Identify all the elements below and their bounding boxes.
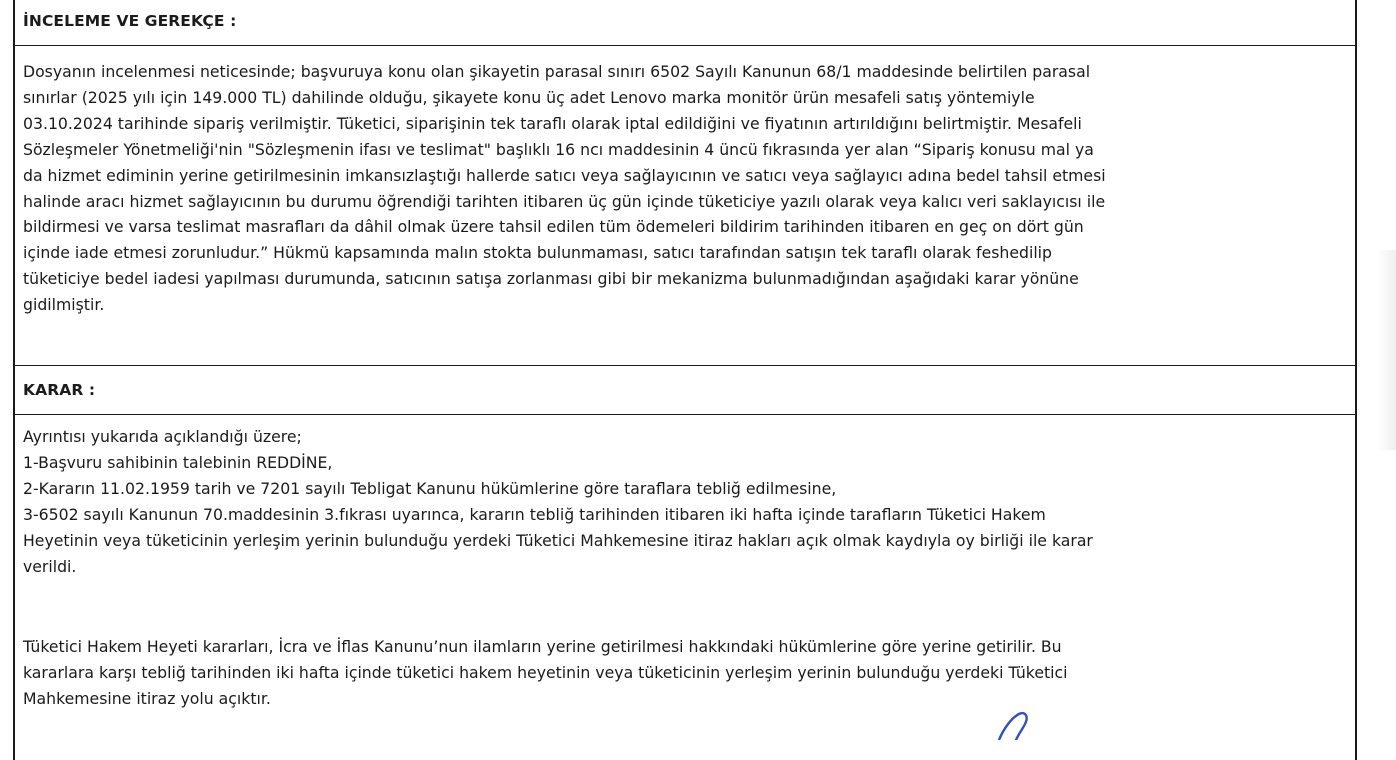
paragraph-line: içinde iade etmesi zorunludur.” Hükmü kapsamında malın stokta bulunmaması, satıcı tarafından satışın tek taraflı olarak feshedilip <box>23 243 1052 263</box>
paragraph-line: Mahkemesine itiraz yolu açıktır. <box>23 688 271 708</box>
paragraph-line: Tüketici Hakem Heyeti kararları, İcra ve İflas Kanunu’nun ilamların yerine getirilmesi hakkındaki hükümlerine göre yerine getirilir. Bu <box>23 637 1062 656</box>
paragraph-line: Dosyanın incelenmesi neticesinde; başvuruya konu olan şikayetin parasal sınırı 6502 Sayılı Kanunun 68/1 maddesinde belirtilen parasal <box>23 62 1091 81</box>
paragraph-line: Ayrıntısı yukarıda açıklandığı üzere; <box>23 427 302 446</box>
inceleme-heading: İNCELEME VE GEREKÇE : <box>23 12 237 30</box>
paragraph-line: gidilmiştir. <box>23 295 105 315</box>
paragraph-line: verildi. <box>23 556 77 576</box>
karar-heading: KARAR : <box>23 381 96 399</box>
inceleme-paragraph <box>23 59 1348 318</box>
signature-mark <box>985 708 1045 740</box>
divider <box>13 45 1357 46</box>
paragraph-line: bildirmesi ve varsa teslimat masrafları da dâhil olmak üzere tahsil edilen tüm ödemeleri bildirim tarihinden itibaren en geç on dört gün <box>23 217 1084 237</box>
scan-edge-shadow <box>1378 250 1396 450</box>
divider <box>13 414 1357 415</box>
paragraph-line: 1-Başvuru sahibinin talebinin REDDİNE, <box>23 452 333 472</box>
divider <box>13 365 1357 366</box>
paragraph-line: kararlara karşı tebliğ tarihinden iki hafta içinde tüketici hakem heyetinin veya tüketicinin yerleşim yerinin bulunduğu yerdeki Tüketici <box>23 662 1068 682</box>
paragraph-line: da hizmet ediminin yerine getirilmesinin imkansızlaştığı hallerde satıcı veya sağlayıcının ve satıcı veya sağlayıcı adına bedel tahsil etmesi <box>23 165 1106 185</box>
karar-note-paragraph <box>23 634 1348 712</box>
paragraph-line: Heyetinin veya tüketicinin yerleşim yerinin bulunduğu yerdeki Tüketici Mahkemesine itiraz hakları açık olmak kaydıyla oy birliği ile karar <box>23 530 1093 550</box>
paragraph-line: 2-Kararın 11.02.1959 tarih ve 7201 sayılı Tebligat Kanunu hükümlerine göre taraflara tebliğ edilmesine, <box>23 478 837 498</box>
karar-paragraph <box>23 424 1348 579</box>
paragraph-line: tüketiciye bedel iadesi yapılması durumunda, satıcının satışa zorlanması gibi bir mekanizma bulunmadığından aşağıdaki karar yönüne <box>23 269 1079 289</box>
paragraph-line: halinde aracı hizmet sağlayıcının bu durumu öğrendiği tarihten itibaren üç gün içinde tüketiciye yazılı olarak veya kalıcı veri saklayıcısı ile <box>23 191 1106 211</box>
paragraph-line: 03.10.2024 tarihinde sipariş verilmiştir. Tüketici, siparişinin tek taraflı olarak iptal edildiğini ve fiyatının artırıldığını belirtmiştir. Mesafeli <box>23 113 1082 133</box>
paragraph-line: sınırlar (2025 yılı için 149.000 TL) dahilinde olduğu, şikayete konu üç adet Lenovo marka monitör ürün mesafeli satış yöntemiyle <box>23 87 1035 107</box>
paragraph-line: Sözleşmeler Yönetmeliği'nin "Sözleşmenin ifası ve teslimat" başlıklı 16 ncı maddesinin 4 üncü fıkrasında yer alan “Sipariş konusu mal ya <box>23 139 1094 159</box>
paragraph-line: 3-6502 sayılı Kanunun 70.maddesinin 3.fıkrası uyarınca, kararın tebliğ tarihinden itibaren iki hafta içinde tarafların Tüketici Hakem <box>23 504 1046 524</box>
